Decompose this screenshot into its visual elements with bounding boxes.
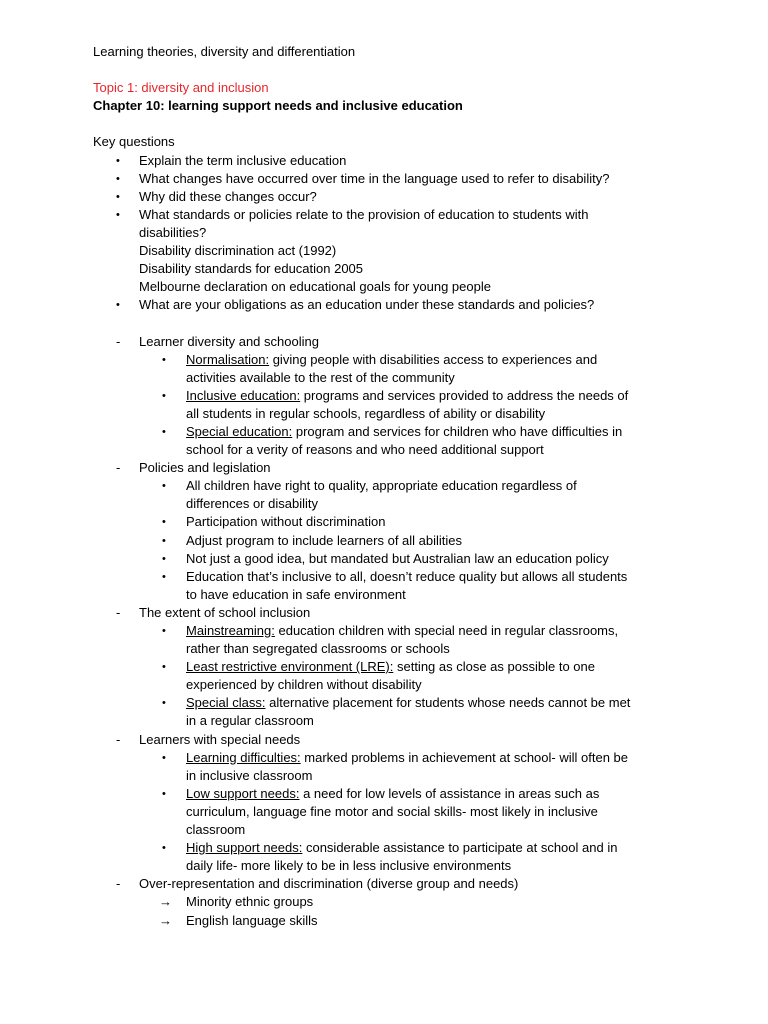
list-item: [93, 351, 728, 369]
list-item: [93, 296, 728, 314]
list-item: [93, 912, 728, 930]
list-item-text: Education that’s inclusive to all, doesn’t reduce quality but allows all students: [186, 568, 628, 584]
dash-marker: -: [116, 731, 121, 747]
arrow-right-icon: →: [159, 894, 172, 910]
list-item: [93, 839, 728, 857]
term: Mainstreaming:: [186, 623, 275, 638]
section-heading: [93, 459, 728, 477]
bullet-marker: •: [162, 697, 166, 710]
list-item-continuation: Melbourne declaration on educational goals for young people: [139, 279, 491, 295]
list-item-text: Adjust program to include learners of all abilities: [186, 532, 463, 548]
list-item: [93, 658, 728, 676]
key-questions-label: Key questions: [93, 134, 175, 150]
list-item-text: English language skills: [186, 912, 318, 928]
bullet-marker: •: [162, 552, 166, 565]
list-item-continuation: to have education in safe environment: [186, 586, 406, 602]
list-item-text: What standards or policies relate to the provision of education to students with: [139, 206, 589, 222]
list-item-text: What changes have occurred over time in the language used to refer to disability?: [139, 170, 610, 186]
list-item: [93, 785, 728, 803]
list-item-text: Participation without discrimination: [186, 514, 386, 530]
bullet-marker: •: [116, 299, 120, 312]
bullet-marker: •: [162, 570, 166, 583]
definition: education children with special need in regular classrooms,: [274, 623, 619, 638]
section-heading-text: Learner diversity and schooling: [139, 333, 319, 349]
section-heading-text: Policies and legislation: [139, 460, 271, 476]
list-item-continuation: in a regular classroom: [186, 713, 314, 729]
topic-heading: Topic 1: diversity and inclusion: [93, 80, 269, 96]
definition: giving people with disabilities access to experiences and: [269, 351, 598, 367]
list-item: [93, 387, 728, 405]
list-item: [93, 477, 728, 495]
bullet-marker: •: [162, 661, 166, 674]
bullet-marker: •: [116, 172, 120, 185]
list-item: [93, 749, 728, 767]
term: High support needs:: [186, 840, 303, 856]
definition: considerable assistance to participate at school and in: [302, 840, 618, 856]
term: Low support needs:: [186, 785, 300, 801]
definition: alternative placement for students whose needs cannot be met: [265, 695, 631, 711]
list-item: [93, 513, 728, 531]
bullet-marker: •: [162, 842, 166, 855]
list-item-text: Minority ethnic groups: [186, 894, 314, 910]
section-heading-text: Over-representation and discrimination (diverse group and needs): [139, 876, 519, 892]
doc-title: Learning theories, diversity and differentiation: [93, 44, 356, 59]
section-heading-text: Learners with special needs: [139, 731, 301, 747]
term: Inclusive education:: [186, 387, 301, 403]
term: Special class:: [186, 695, 266, 711]
list-item-continuation: school for a verity of reasons and who need additional support: [186, 442, 544, 458]
bullet-marker: •: [162, 625, 166, 637]
term: Least restrictive environment (LRE):: [186, 659, 394, 675]
definition: a need for low levels of assistance in areas such as: [299, 785, 600, 801]
bullet-marker: •: [162, 389, 166, 402]
list-item: [93, 568, 728, 586]
list-item-continuation: all students in regular schools, regardless of ability or disability: [186, 405, 546, 421]
list-item-continuation: rather than segregated classrooms or schools: [186, 641, 450, 657]
bullet-marker: •: [162, 425, 166, 438]
section-heading: [93, 604, 728, 622]
section-heading: [93, 731, 728, 749]
bullet-marker: •: [162, 480, 166, 493]
bullet-marker: •: [116, 154, 120, 167]
section-heading-text: The extent of school inclusion: [139, 604, 311, 620]
list-item: [93, 152, 728, 170]
bullet-marker: •: [162, 751, 166, 764]
list-item: [93, 694, 728, 712]
list-item: [93, 423, 728, 441]
bullet-marker: •: [116, 190, 120, 203]
list-item-continuation: activities available to the rest of the community: [186, 369, 455, 385]
term: Normalisation:: [186, 351, 270, 367]
list-item: [93, 206, 728, 224]
list-item-text: What are your obligations as an education under these standards and policies?: [139, 297, 595, 313]
list-item: [93, 893, 728, 911]
section-heading: [93, 333, 728, 351]
bullet-marker: •: [162, 534, 166, 547]
term: Special education:: [186, 423, 293, 439]
list-item-continuation: disabilities?: [139, 224, 207, 240]
list-item-continuation: experienced by children without disability: [186, 677, 422, 693]
definition: marked problems in achievement at school- will often be: [300, 749, 628, 765]
term: Learning difficulties:: [186, 749, 301, 765]
bullet-marker: •: [162, 516, 166, 529]
bullet-marker: •: [162, 787, 166, 800]
list-item-continuation: curriculum, language fine motor and social skills- most likely in inclusive: [186, 803, 598, 819]
definition: program and services for children who have difficulties in: [292, 423, 623, 439]
dash-marker: -: [116, 333, 121, 349]
list-item-text: All children have right to quality, appropriate education regardless of: [186, 478, 577, 494]
chapter-heading: Chapter 10: learning support needs and inclusive education: [93, 98, 463, 114]
dash-marker: -: [116, 876, 121, 892]
list-item: [93, 188, 728, 206]
list-item-continuation: differences or disability: [186, 496, 318, 512]
arrow-right-icon: →: [159, 912, 172, 928]
list-item: [93, 622, 728, 640]
dash-marker: -: [116, 604, 121, 620]
list-item-continuation: Disability discrimination act (1992): [139, 243, 337, 259]
definition: programs and services provided to address the needs of: [300, 387, 629, 403]
list-item: [93, 550, 728, 568]
definition: setting as close as possible to one: [393, 659, 595, 675]
bullet-marker: •: [116, 208, 120, 221]
dash-marker: -: [116, 460, 121, 476]
list-item-text: Not just a good idea, but mandated but Australian law an education policy: [186, 550, 609, 566]
list-item-continuation: daily life- more likely to be in less inclusive environments: [186, 858, 512, 874]
list-item: [93, 170, 728, 188]
list-item-text: Why did these changes occur?: [139, 188, 317, 204]
list-item: [93, 532, 728, 550]
list-item-text: Explain the term inclusive education: [139, 152, 347, 168]
list-item-continuation: Disability standards for education 2005: [139, 261, 364, 277]
bullet-marker: •: [162, 353, 166, 366]
list-item-continuation: in inclusive classroom: [186, 767, 313, 783]
section-heading: [93, 875, 728, 893]
list-item-continuation: classroom: [186, 822, 246, 838]
